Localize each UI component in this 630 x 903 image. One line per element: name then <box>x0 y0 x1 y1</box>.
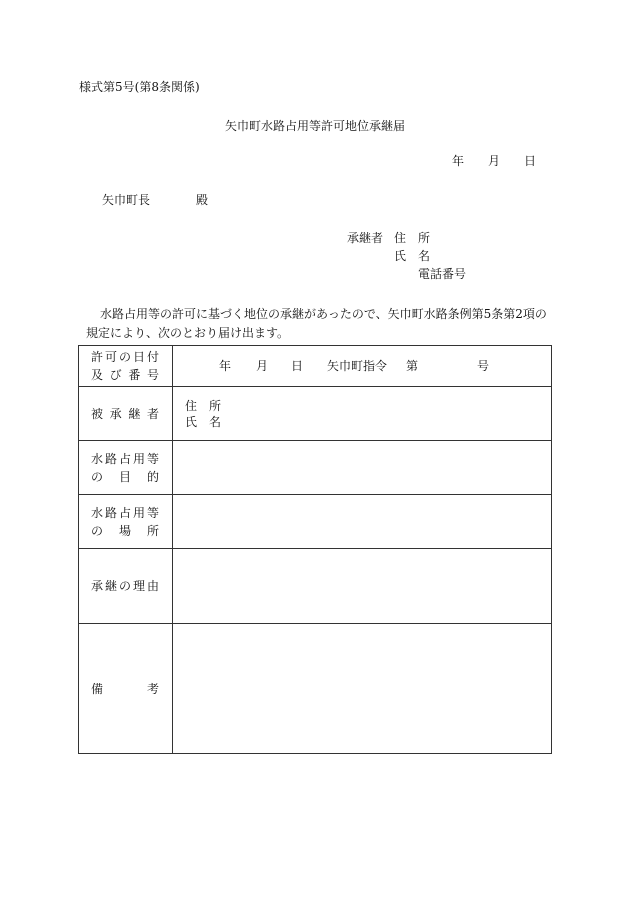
purpose-row <box>79 441 552 495</box>
date-year-label: 年 <box>452 154 465 168</box>
body-text: 水路占用等の許可に基づく地位の承継があったので、矢巾町水路条例第5条第2項の規定により、次のとおり届け出ます。 <box>86 307 547 340</box>
purpose-label-cell <box>79 441 173 495</box>
permit-month-label: 月 <box>256 359 269 373</box>
place-label-cell <box>79 495 173 549</box>
form-number: 様式第5号(第8条関係) <box>79 80 200 94</box>
transferor-row <box>79 387 552 441</box>
permit-directive-label: 矢巾町指令 <box>327 359 388 373</box>
permit-label-line2: 及 び 番 号 <box>91 368 159 382</box>
remarks-value-cell[interactable] <box>173 624 552 754</box>
date-day-label: 日 <box>524 154 537 168</box>
notification-table <box>78 345 552 754</box>
place-label-line1: 水 路 占 用 等 <box>91 505 159 520</box>
transferor-label-cell <box>79 387 173 441</box>
transferor-address-label: 住 所 <box>185 398 222 413</box>
remarks-label: 備 考 <box>91 681 159 696</box>
remarks-label-cell <box>79 624 173 754</box>
permit-dai-label: 第 <box>406 359 419 373</box>
recipient-honorific: 殿 <box>196 193 209 207</box>
applicant-phone-label: 電話番号 <box>418 267 467 281</box>
date-month-label: 月 <box>488 154 501 168</box>
document-title: 矢巾町水路占用等許可地位承継届 <box>224 119 405 133</box>
applicant-name-label: 氏 名 <box>394 249 431 263</box>
permit-gou-label: 号 <box>477 359 490 373</box>
reason-row <box>79 549 552 624</box>
place-row <box>79 495 552 549</box>
transferor-label: 被 承 継 者 <box>91 406 159 421</box>
permit-label-cell <box>79 346 173 387</box>
remarks-row <box>79 624 552 754</box>
permit-year-label: 年 <box>219 359 232 373</box>
purpose-label-line1: 水 路 占 用 等 <box>91 451 159 466</box>
reason-label: 承 継 の 理 由 <box>91 579 159 593</box>
recipient: 矢巾町長 <box>102 193 151 207</box>
permit-value-cell[interactable] <box>173 346 552 387</box>
purpose-label-line2: の 目 的 <box>91 469 159 484</box>
permit-day-label: 日 <box>291 359 304 373</box>
transferor-value-cell[interactable] <box>173 387 552 441</box>
reason-value-cell[interactable] <box>173 549 552 624</box>
reason-label-cell <box>79 549 173 624</box>
transferor-name-label: 氏 名 <box>185 414 222 429</box>
purpose-value-cell[interactable] <box>173 441 552 495</box>
permit-row <box>79 346 552 387</box>
place-value-cell[interactable] <box>173 495 552 549</box>
applicant-role: 承継者 <box>347 231 384 245</box>
applicant-address-label: 住 所 <box>394 231 431 245</box>
place-label-line2: の 場 所 <box>91 523 159 538</box>
permit-label-line1: 許 可 の 日 付 <box>91 350 159 364</box>
